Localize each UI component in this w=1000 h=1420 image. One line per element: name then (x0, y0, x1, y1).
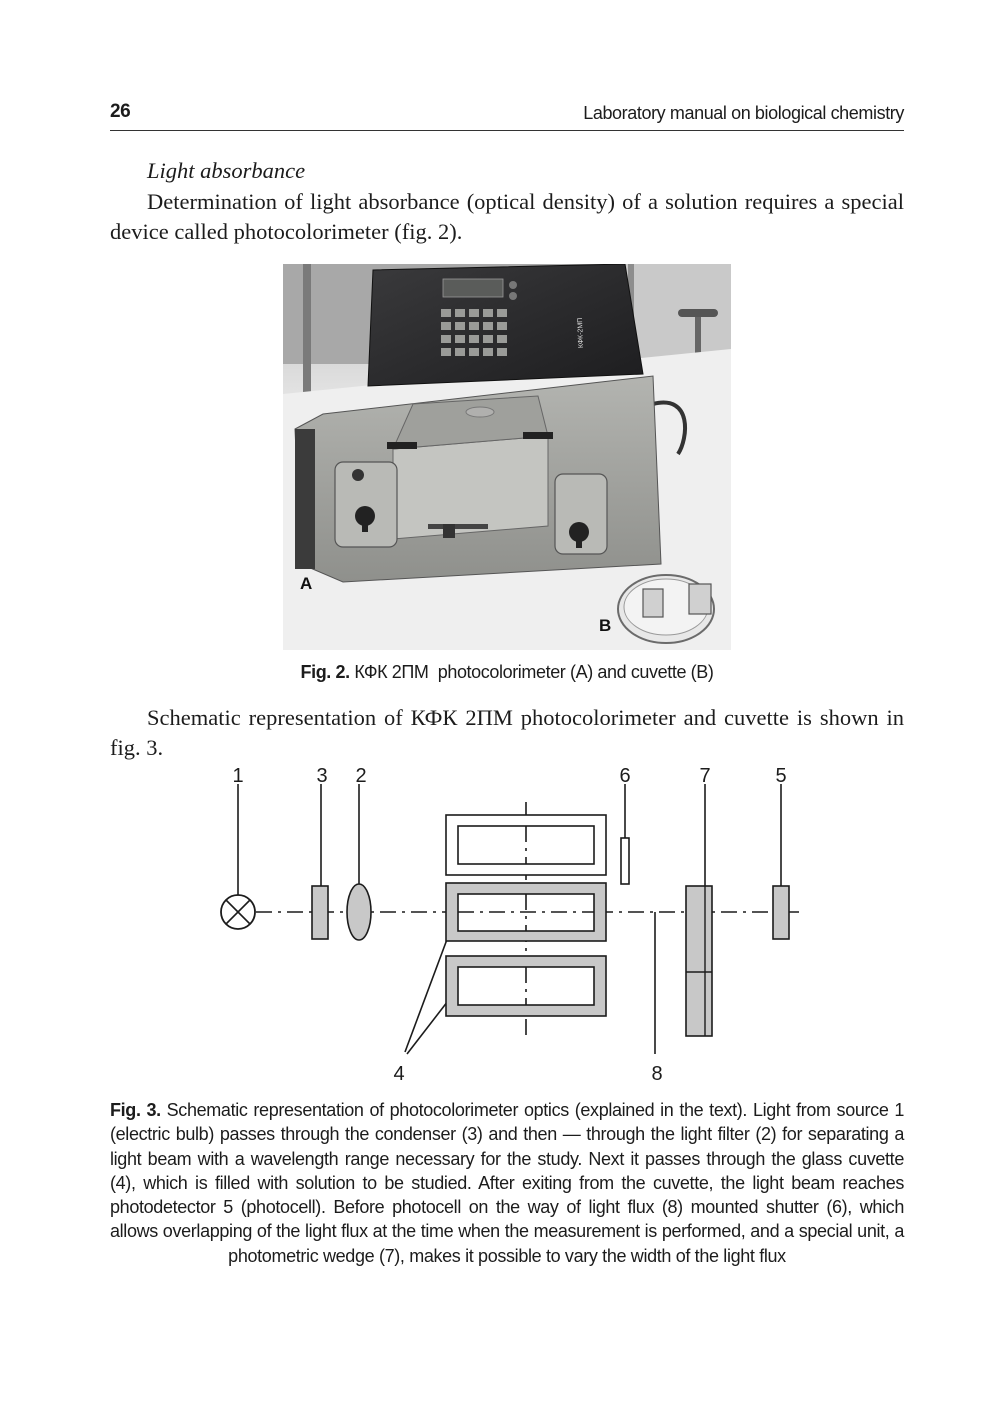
light-filter-symbol (347, 884, 371, 940)
section-title: Light absorbance (147, 158, 306, 183)
figure-3-caption-label: Fig. 3. (110, 1100, 161, 1120)
label-1: 1 (232, 765, 244, 787)
photocolorimeter-photo (283, 264, 731, 650)
running-title: Laboratory manual on biological chemistry (583, 103, 904, 123)
label-6: 6 (619, 765, 631, 787)
figure-2-caption-text: КФК 2ПМ photocolorimeter (A) and cuvette (B) (354, 662, 714, 682)
photocell-symbol (773, 886, 789, 939)
photometric-wedge-symbol (686, 886, 712, 1036)
label-7: 7 (699, 765, 711, 787)
bulb-symbol (221, 895, 255, 929)
photo-label-b: B (599, 616, 612, 635)
figure-3-caption (110, 1098, 904, 1268)
device-label: КФК-2МП (576, 317, 585, 349)
figure-2-caption (110, 662, 904, 683)
label-3: 3 (316, 765, 328, 787)
label-8: 8 (651, 1063, 663, 1085)
header-rule (110, 130, 904, 131)
photo-label-a: A (300, 574, 313, 593)
paragraph-2: Schematic representation of КФК 2ПМ photocolorimeter and cuvette is shown in fig. 3. (110, 705, 904, 760)
figure-2-caption-label: Fig. 2. (300, 662, 350, 682)
shutter-symbol (621, 838, 629, 884)
page-number: 26 (110, 101, 131, 122)
paragraph-1: Determination of light absorbance (optical density) of a solution requires a special device called photocolorimeter (fig. 2). (110, 189, 904, 244)
label-2: 2 (355, 765, 367, 787)
photo-drawing (283, 264, 731, 650)
label-5: 5 (775, 765, 787, 787)
condenser-symbol (312, 886, 328, 939)
cuvette-top (446, 815, 606, 875)
cuvette-bottom (446, 956, 606, 1016)
figure-3-caption-text: Schematic representation of photocolorimeter optics (explained in the text). Light from source 1 (electric bulb) passes through the condenser (3) and then — through the light filter (2) for separating a light beam with a wavelength range necessary for the study. Next it passes through the glass cuvette (4), which is filled with solution to be studied. After exiting from the cuvette, the light beam reaches photodetector 5 (photocell). Before photocell on the way of light flux (8) mounted shutter (6), which allows overlapping of the light flux at the time when the measurement is performed, and a special unit, a photometric wedge (7), makes it possible to vary the width of the light flux (110, 1100, 905, 1266)
optics-schematic-drawing (200, 762, 820, 1092)
label-4: 4 (393, 1063, 405, 1085)
optics-schematic (200, 762, 820, 1092)
